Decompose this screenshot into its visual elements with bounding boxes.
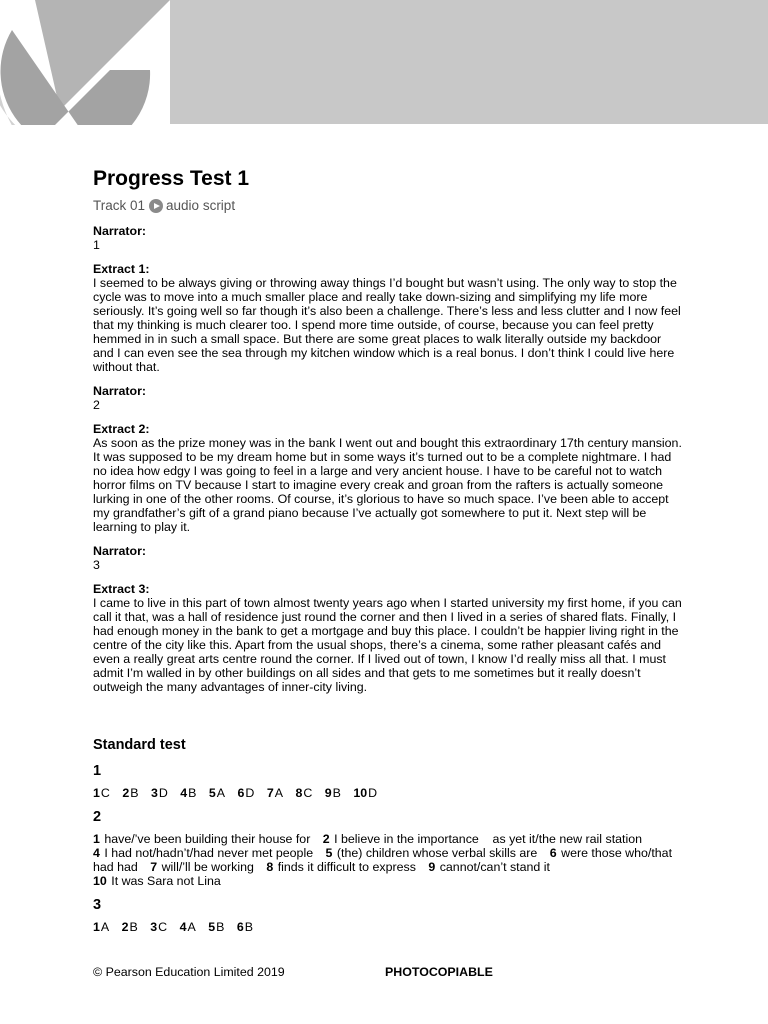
- question-number: 1: [93, 763, 102, 779]
- answer-list-q1: [93, 786, 683, 800]
- speaker-label: Extract 3:: [93, 582, 150, 596]
- page-title: Progress Test 1: [93, 167, 250, 190]
- speaker-text: As soon as the prize money was in the bank I went out and bought this extraordinary 17th century mansion. It was supposed to be my dream home but in some ways it’s turned out to be a complete nightmare. I had no idea how edgy I was going to feel in a large and very ancient house. I have to be careful not to watch horror films on TV because I start to imagine every creak and groan from the rafters is actually someone lurking in one of the other rooms. Of course, it’s glorious to have so much space. I’ve been able to accept my grandfather’s gift of a grand piano because I’ve actually got somewhere to put it. Next step will be learning to play it.: [93, 436, 682, 534]
- track-suffix: audio script: [166, 198, 236, 213]
- script-block: [93, 544, 683, 572]
- answer-item: 6B: [236, 920, 253, 934]
- answer-item: 5A: [208, 786, 226, 800]
- answer-item: 3C: [150, 920, 168, 934]
- answer-list-q3: [93, 920, 683, 934]
- answer-item: 7A: [266, 786, 283, 800]
- header-graphic: [0, 0, 768, 125]
- answer-item: 10D: [353, 786, 378, 800]
- answer-item: 1 have/’ve been building their house for: [93, 832, 311, 846]
- speaker-label: Extract 2:: [93, 422, 150, 436]
- photocopiable-label: PHOTOCOPIABLE: [385, 965, 493, 979]
- answer-item: 6D: [237, 786, 255, 800]
- answer-item: 4 I had not/hadn’t/had never met people: [93, 846, 314, 860]
- header-band: [170, 0, 768, 124]
- speaker-label: Narrator:: [93, 384, 147, 398]
- section-heading: Standard test: [93, 737, 186, 753]
- answer-item: 5 (the) children whose verbal skills are: [325, 846, 538, 860]
- question-number: 2: [93, 809, 102, 825]
- document-body: [93, 166, 683, 934]
- answer-item: 8 finds it difficult to express: [266, 860, 416, 874]
- answer-item: 5B: [208, 920, 225, 934]
- speaker-text: I came to live in this part of town almost twenty years ago when I started university my first home, if you can call it that, was a hall of residence just round the corner and then I lived in a series of shared flats. Finally, I had enough money in the bank to get a mortgage and buy this place. I couldn’t be happier living right in the centre of the city like this. Apart from the usual shops, there’s a cinema, some rather pleasant cafés and even a really great arts centre round the corner. If I lived out of town, I know I’d really miss all that. I must admit I’m walled in by other buildings on all sides and that gets to me sometimes but it really doesn’t outweigh the many advantages of inner-city living.: [93, 596, 682, 694]
- speaker-label: Narrator:: [93, 544, 147, 558]
- answer-item: 1C: [93, 786, 110, 800]
- script-block: [93, 422, 683, 534]
- script-block: [93, 582, 683, 694]
- answer-item: 4A: [179, 920, 196, 934]
- speaker-text: I seemed to be always giving or throwing away things I’d bought but wasn’t using. The only way to stop the cycle was to move into a much smaller place and really take down-sizing and simplifying my life more seriously. It’s going well so far though it’s also been a challenge. There’s less and less clutter and I now feel that my thinking is much clearer too. I spend more time outside, of course, because you can feel pretty hemmed in in such a small space. But there are some great places to walk literally outside my backdoor and I can even see the sea through my kitchen window which is a real bonus. I don’t think I could live here without that.: [93, 276, 681, 374]
- play-icon: [149, 199, 163, 213]
- speaker-text: 2: [93, 398, 100, 412]
- script-block: [93, 384, 683, 412]
- answer-item: 2B: [121, 920, 138, 934]
- track-info: [93, 198, 683, 214]
- track-label: Track 01: [93, 198, 146, 213]
- answer-item: 6 were those who/that had had: [93, 846, 673, 874]
- speaker-label: Narrator:: [93, 224, 147, 238]
- answer-item: 10 It was Sara not Lina: [93, 874, 221, 888]
- answer-list-q2: [93, 832, 683, 888]
- speaker-text: 3: [93, 558, 100, 572]
- answer-item: 4B: [180, 786, 197, 800]
- answer-item: 2B: [122, 786, 139, 800]
- answer-item: 9 cannot/can’t stand it: [428, 860, 550, 874]
- answer-item: 2 I believe in the importance as yet it/the new rail station: [322, 832, 643, 846]
- speaker-label: Extract 1:: [93, 262, 150, 276]
- speaker-text: 1: [93, 238, 100, 252]
- answer-item: 1A: [93, 920, 110, 934]
- question-number: 3: [93, 897, 102, 913]
- answer-item: 3D: [150, 786, 168, 800]
- script-block: [93, 224, 683, 252]
- answer-item: 8C: [295, 786, 313, 800]
- script-block: [93, 262, 683, 374]
- copyright-notice: © Pearson Education Limited 2019: [93, 965, 285, 979]
- answer-item: 9B: [324, 786, 341, 800]
- answer-item: 7 will/’ll be working: [150, 860, 254, 874]
